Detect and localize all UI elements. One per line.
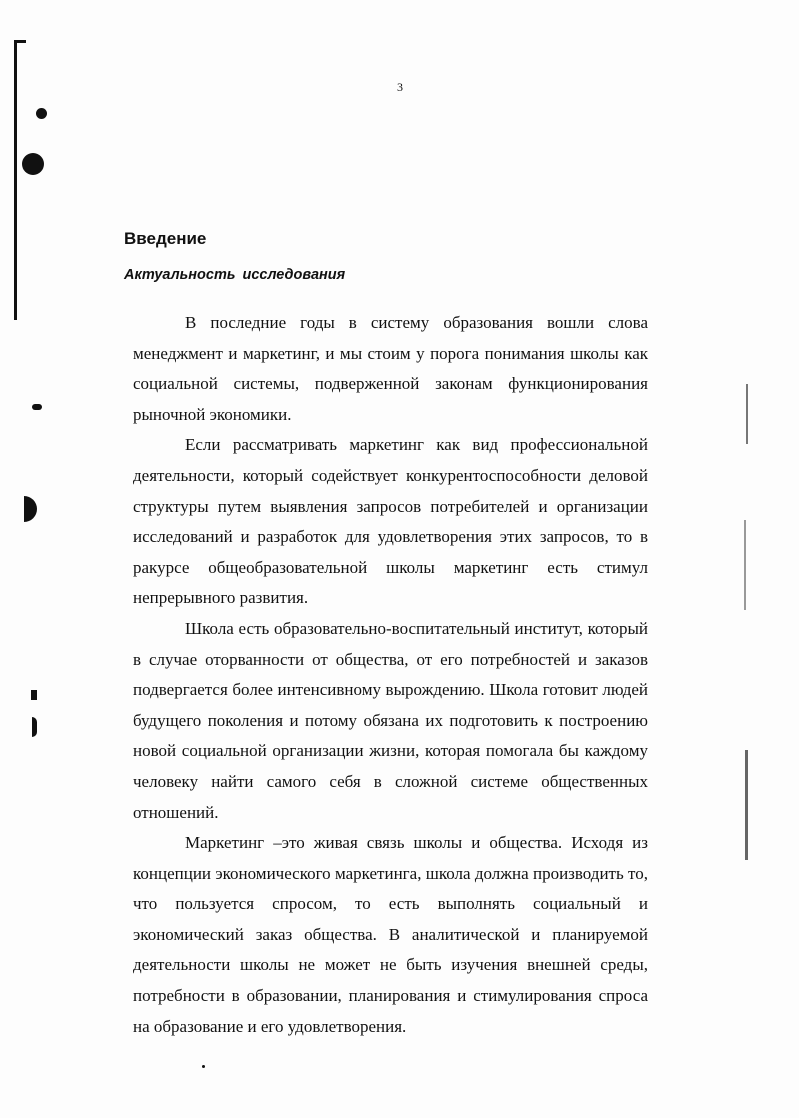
page-number: 3 [397,80,403,94]
section-heading: Введение [124,229,207,248]
scan-edge-streak [746,384,748,444]
paragraph: Если рассматривать маркетинг как вид профессиональной деятельности, который содействует конкурентоспособности деловой структуры путем выявления запросов потребителей и организации исследований и разработок для удовлетворения этих запросов, то в ракурсе общеобразовательной школы маркетинг есть стимул непрерывного развития. [133,435,648,608]
paragraph: Школа есть образовательно-воспитательный институт, который в случае оторванности от общества, от его потребностей и заказов подвергается более интенсивному вырождению. Школа готовит людей будущего поколения и потому обязана их подготовить к построению новой социальной организации жизни, которая помогала бы каждому человеку найти самого себя в сложной системе общественных отношений. [133,618,648,822]
scan-speck [31,690,37,700]
scan-margin-line [14,40,17,320]
section-subheading: Актуальность исследования [124,267,346,283]
binder-hole-mark [24,496,37,522]
binder-hole-mark [36,108,47,119]
scan-edge-streak [745,750,748,860]
body-text [133,308,648,1042]
scan-edge-streak [744,520,746,610]
scan-speck [32,717,37,737]
paragraph: В последние годы в систему образования вошли слова менеджмент и маркетинг, и мы стоим у порога понимания школы как социальной системы, подверженной законам функционирования рыночной экономики. [133,313,648,424]
binder-hole-mark [22,153,44,175]
paragraph: Маркетинг –это живая связь школы и общества. Исходя из концепции экономического маркетинга, школа должна производить то, что пользуется спросом, то есть выполнять социальный и экономический заказ общества. В аналитической и планируемой деятельности школы не может не быть изучения внешней среды, потребности в образовании, планирования и стимулирования спроса на образование и его удовлетворения. [133,833,648,1036]
scan-margin-tick [14,40,26,43]
scan-speck [32,404,42,410]
scan-speck [202,1065,205,1068]
